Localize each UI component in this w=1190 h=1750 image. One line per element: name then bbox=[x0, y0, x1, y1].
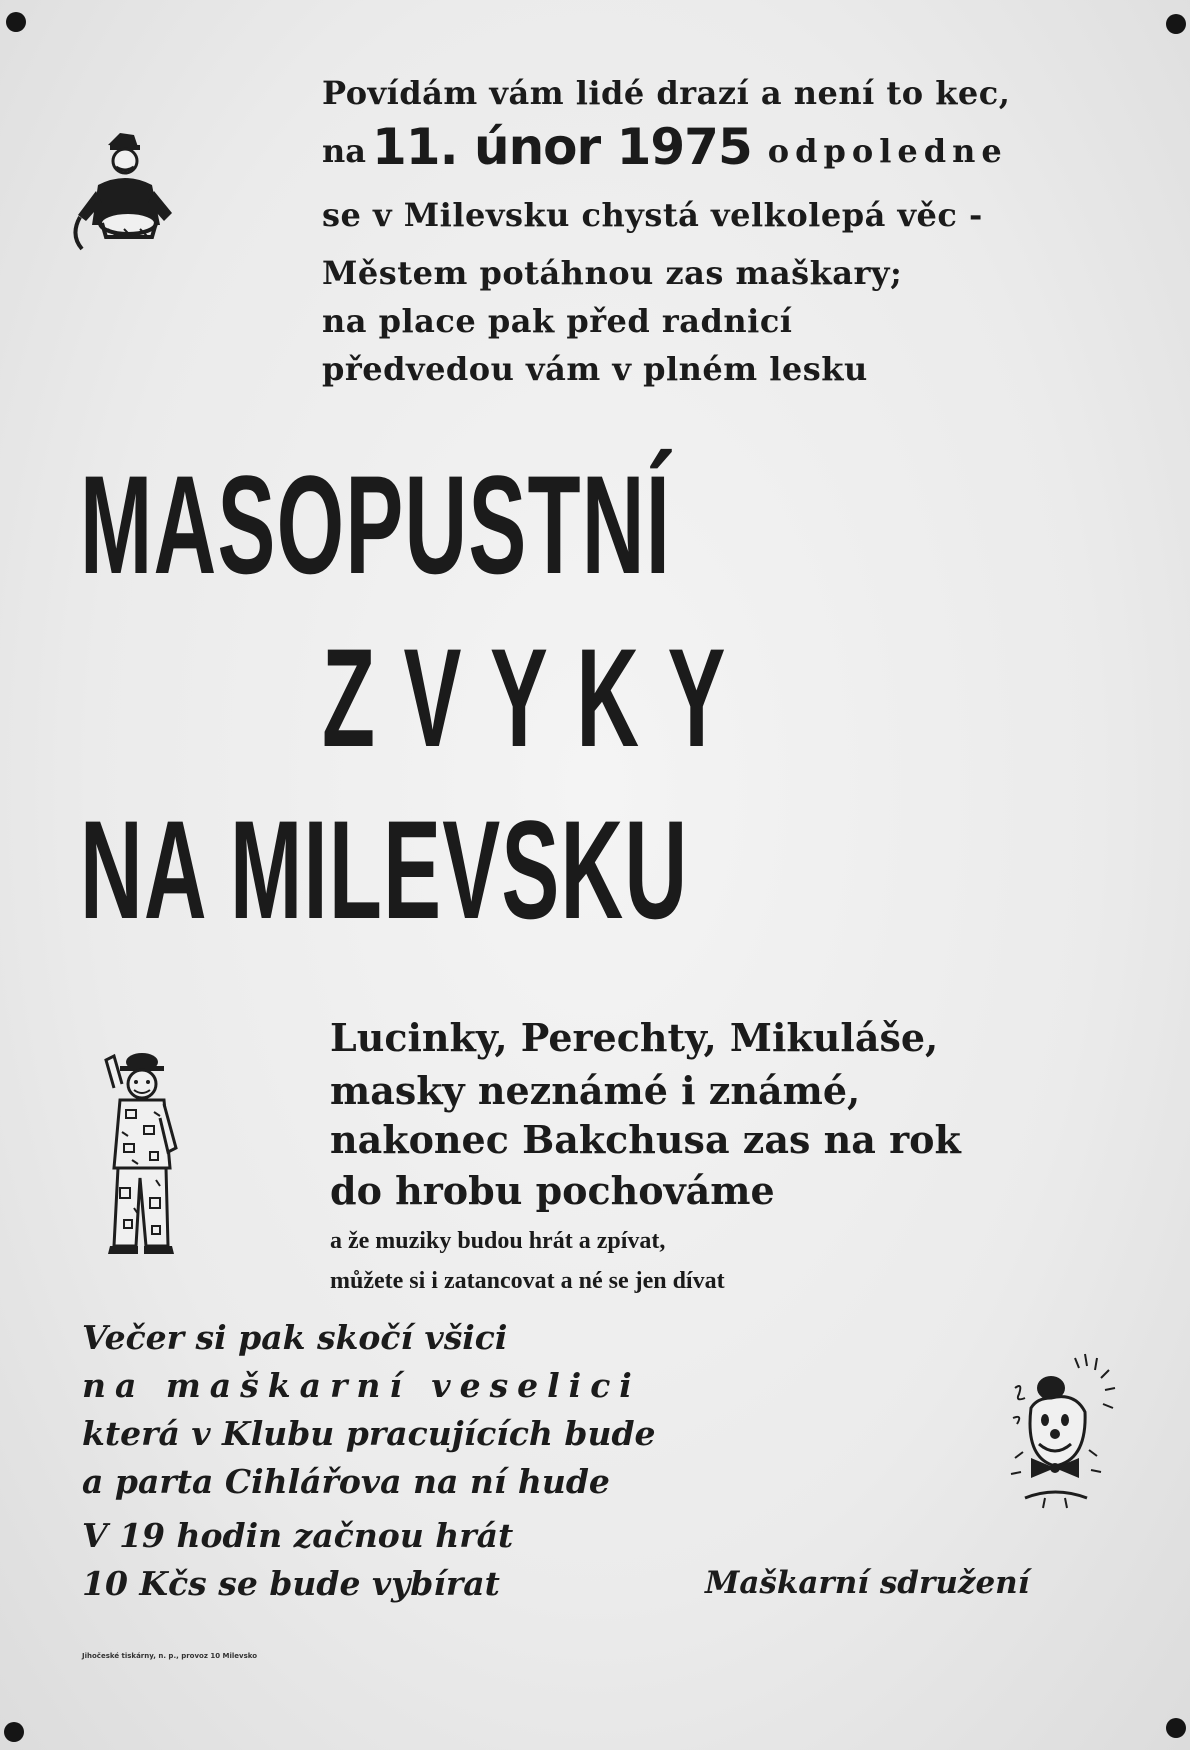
drummer-icon bbox=[68, 125, 183, 260]
intro-date-line bbox=[322, 118, 1008, 176]
evening-line-5: V 19 hodin začnou hrát bbox=[82, 1516, 514, 1555]
clown-figure-icon bbox=[92, 1048, 187, 1263]
masks-line-3: nakonec Bakchusa zas na rok bbox=[330, 1117, 961, 1162]
event-date: 11. únor 1975 bbox=[372, 118, 752, 176]
masks-line-1: Lucinky, Perechty, Mikuláše, bbox=[330, 1015, 939, 1060]
evening-line-3: která v Klubu pracujících bude bbox=[82, 1414, 656, 1453]
organizer-signature: Maškarní sdružení bbox=[705, 1565, 1030, 1601]
evening-line-2: na maškarní veselici bbox=[82, 1366, 641, 1405]
masks-line-4: do hrobu pochováme bbox=[330, 1168, 775, 1213]
intro-line-4: Městem potáhnou zas maškary; bbox=[322, 254, 903, 292]
intro-line-6: předvedou vám v plném lesku bbox=[322, 350, 868, 388]
masks-small-2: můžete si i zatancovat a né se jen dívat bbox=[330, 1268, 725, 1294]
intro-line-1: Povídám vám lidé drazí a není to kec, bbox=[322, 74, 1011, 112]
evening-line-6: 10 Kčs se bude vybírat bbox=[82, 1564, 500, 1603]
headline-line-2: ZVYKY bbox=[322, 619, 754, 776]
clown-face-icon bbox=[1005, 1348, 1130, 1523]
masks-small-1: a že muziky budou hrát a zpívat, bbox=[330, 1228, 666, 1254]
evening-line-1: Večer si pak skočí všici bbox=[82, 1318, 508, 1357]
intro-date-suffix: odpoledne bbox=[767, 132, 1008, 170]
headline-line-1: MASOPUSTNÍ bbox=[80, 446, 672, 603]
pin-top-right bbox=[1166, 14, 1186, 34]
intro-line-3: se v Milevsku chystá velkolepá věc - bbox=[322, 196, 983, 234]
printer-note: Jihočeské tiskárny, n. p., provoz 10 Milevsko bbox=[82, 1652, 258, 1660]
pin-bottom-left bbox=[4, 1722, 24, 1742]
masks-line-2: masky neznámé i známé, bbox=[330, 1068, 861, 1113]
intro-line-5: na place pak před radnicí bbox=[322, 302, 793, 340]
pin-bottom-right bbox=[1166, 1718, 1186, 1738]
intro-date-prefix: na bbox=[322, 132, 366, 170]
headline-line-3: NA MILEVSKU bbox=[80, 791, 689, 948]
evening-line-4: a parta Cihlářova na ní hude bbox=[82, 1462, 610, 1501]
pin-top-left bbox=[6, 12, 26, 32]
